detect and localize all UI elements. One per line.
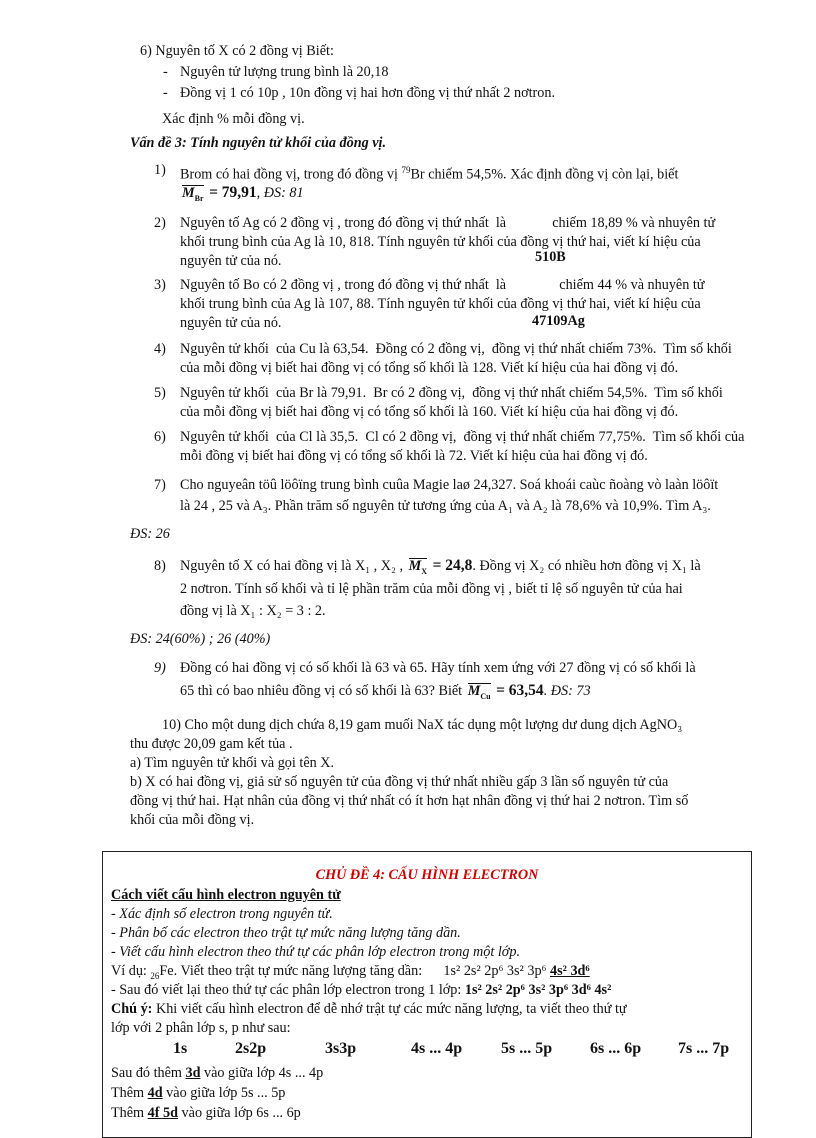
item6-line1: Nguyên tử khối của Cl là 35,5. Cl có 2 đồng vị, đồng vị thứ nhất chiếm 77,75%. Tìm số khối của: [180, 429, 745, 445]
item2-line3: nguyên tử của nó.: [180, 253, 282, 269]
p6-line1: [140, 42, 334, 60]
topic4-subtitle: Cách viết cấu hình electron nguyên tử: [111, 887, 341, 903]
sequence-item: 5s ... 5p: [501, 1040, 553, 1057]
p6-bullet1: [163, 63, 168, 81]
topic4-step2: - Phân bố các electron theo trật tự mức năng lượng tăng dần.: [111, 925, 461, 941]
item1-mean-mass: [182, 184, 204, 208]
m-subscript: Br: [194, 193, 204, 203]
item3-line3: nguyên tử của nó.: [180, 315, 282, 331]
bullet: -: [163, 85, 168, 101]
item5-number: 5): [154, 385, 166, 401]
item8-line1: [180, 557, 701, 581]
item8-mean-mass: [409, 557, 427, 581]
p6-line4: Xác định % mỗi đồng vị.: [162, 111, 305, 127]
item8-text-b: . Đồng vị X₂ có nhiều hơn đồng vị X₁ là: [472, 558, 701, 574]
sequence-item: 3s3p: [325, 1040, 357, 1057]
item9-text: 65 thì có bao nhiêu đồng vị có số khối là 63? Biết: [180, 683, 463, 699]
item1-answer: ĐS: 81: [263, 185, 304, 201]
item1-text-a: Brom có hai đồng vị, trong đó đồng vị: [180, 166, 402, 183]
item9-answer: . ĐS: 73: [543, 683, 591, 699]
section-3-title: Vấn đề 3: Tính nguyên tử khối của đồng vị.: [130, 135, 387, 151]
p10-line5: đồng vị thứ hai. Hạt nhân của đồng vị thứ nhất có ít hơn hạt nhân đồng vị thứ hai 2 nơtron. Tìm số: [130, 793, 689, 809]
topic4-step3: - Viết cấu hình electron theo thứ tự các phân lớp electron trong một lớp.: [111, 944, 520, 960]
add3-text-a: Thêm: [111, 1105, 148, 1121]
example-config: 1s² 2s² 2p⁶ 3s² 3p⁶: [443, 963, 547, 979]
p6-line2: Nguyên tử lượng trung bình là 20,18: [180, 64, 389, 80]
p6-bullet2: [163, 84, 168, 102]
rewrite-text: - Sau đó viết lại theo thứ tự các phân lớp electron trong 1 lớp:: [111, 982, 462, 998]
item9-number: 9): [154, 660, 166, 676]
p6-line1-text: Nguyên tố X có 2 đồng vị Biết:: [155, 43, 334, 59]
item9-line2: [180, 682, 591, 706]
item2-isotope-tag: 510B: [535, 249, 566, 265]
item7-line1: Cho nguyeân töû löôïng trung bình cuûa Magie laø 24,327. Soá khoái caùc ñoàng vò laàn löôït: [180, 477, 719, 493]
item8-line2: 2 nơtron. Tính số khối và tỉ lệ phần trăm của mỗi đồng vị , biết tỉ lệ số nguyên tử của hai: [180, 581, 683, 597]
topic4-box: [102, 851, 752, 1138]
item1-line1: [180, 161, 678, 184]
item3-isotope-tag: 47109Ag: [532, 313, 585, 329]
add1-text-b: vào giữa lớp 4s ... 4p: [200, 1065, 324, 1081]
p10-line3: a) Tìm nguyên tử khối và gọi tên X.: [130, 755, 335, 771]
item3-line2: khối trung bình của Ag là 107, 88. Tính nguyên tử khối của đồng vị thứ hai, viết kí hiệu của: [180, 296, 701, 312]
topic4-title: CHỦ ĐỀ 4: CẤU HÌNH ELECTRON: [315, 867, 539, 883]
item8-mean-value: = 24,8: [432, 557, 473, 574]
p10-line4: b) X có hai đồng vị, giả sử số nguyên tử của đồng vị thứ nhất nhiều gấp 3 lần số nguyên tử của: [130, 774, 669, 790]
item1-line2: $M_{Br} = 79,91$, ĐS: 81: [180, 184, 304, 208]
add3-text-b: vào giữa lớp 6s ... 6p: [178, 1105, 301, 1121]
add2-sublevel: 4d: [147, 1085, 163, 1101]
item1-mass-number: 79: [401, 165, 411, 175]
add1-text-a: Sau đó thêm: [111, 1065, 186, 1081]
topic4-step1: - Xác định số electron trong nguyên tử.: [111, 906, 333, 922]
sequence-item: 6s ... 6p: [590, 1040, 642, 1057]
item4-line1: Nguyên tử khối của Cu là 63,54. Đồng có 2 đồng vị, đồng vị thứ nhất chiếm 73%. Tìm số khối: [180, 341, 732, 357]
rewrite-config: 1s² 2s² 2p⁶ 3s² 3p⁶ 3d⁶ 4s²: [464, 982, 612, 998]
item1-text-b: Br chiếm 54,5%. Xác định đồng vị còn lại, biết: [410, 166, 679, 183]
item1-mean-value: = 79,91: [209, 184, 257, 201]
sequence-item: 1s: [173, 1040, 188, 1057]
m-letter: M: [408, 558, 422, 574]
item3-line1: Nguyên tố Bo có 2 đồng vị , trong đó đồng vị thứ nhất là chiếm 44 % và nhuyên tử: [180, 277, 705, 293]
note-label: Chú ý:: [111, 1001, 153, 1017]
m-letter: M: [182, 185, 195, 201]
item6-number: 6): [154, 429, 166, 445]
item4-number: 4): [154, 341, 166, 357]
item3-number: 3): [154, 277, 166, 293]
example-atomic-number: 26: [150, 970, 160, 981]
p6-number: 6): [140, 43, 152, 59]
item8-text-a: Nguyên tố X có hai đồng vị là X₁ , X₂ ,: [180, 558, 404, 574]
sequence-item: 7s ... 7p: [678, 1040, 730, 1057]
example-config-tail: 4s² 3d⁶: [550, 963, 590, 979]
p10-line6: khối của mỗi đồng vị.: [130, 812, 255, 828]
p10-line2: thu được 20,09 gam kết tủa .: [130, 736, 293, 752]
topic4-rewrite: [111, 981, 611, 999]
example-label: Ví dụ:: [111, 963, 151, 979]
topic4-add1: [111, 1064, 323, 1082]
add3-sublevel: 4f 5d: [147, 1105, 178, 1121]
p10-line1: 10) Cho một dung dịch chứa 8,19 gam muối NaX tác dụng một lượng dư dung dịch AgNO₃: [162, 717, 683, 733]
note-text: Khi viết cấu hình electron để dễ nhớ trật tự các mức năng lượng, ta viết theo thứ tự: [152, 1001, 627, 1017]
item2-line2: khối trung bình của Ag là 10, 818. Tính nguyên tử khối của đồng vị thứ hai, viết kí hiệu của: [180, 234, 701, 250]
add1-sublevel: 3d: [185, 1065, 201, 1081]
sequence-item: 4s ... 4p: [411, 1040, 463, 1057]
topic4-note-line2: lớp với 2 phân lớp s, p như sau:: [111, 1020, 291, 1036]
add2-text-b: vào giữa lớp 5s ... 5p: [162, 1085, 286, 1101]
m-subscript: Cu: [480, 691, 491, 701]
example-text: Fe. Viết theo trật tự mức năng lượng tăng dần:: [159, 963, 423, 979]
p6-line3: Đồng vị 1 có 10p , 10n đồng vị hai hơn đồng vị thứ nhất 2 nơtron.: [180, 85, 555, 101]
item9-line1: Đồng có hai đồng vị có số khối là 63 và 65. Hãy tính xem ứng với 27 đồng vị có số khối là: [180, 660, 696, 676]
bullet: -: [163, 64, 168, 80]
item4-line2: của mỗi đồng vị biết hai đồng vị có tổng số khối là 128. Viết kí hiệu của hai đồng vị đó.: [180, 360, 679, 376]
item7-answer: ĐS: 26: [130, 526, 170, 542]
m-letter: M: [467, 683, 481, 699]
item5-line2: của mỗi đồng vị biết hai đồng vị có tổng số khối là 160. Viết kí hiệu của hai đồng vị đó.: [180, 404, 679, 420]
m-subscript: X: [421, 566, 428, 576]
item2-line1: Nguyên tố Ag có 2 đồng vị , trong đó đồng vị thứ nhất là chiếm 18,89 % và nhuyên tử: [180, 215, 716, 231]
item8-answer: ĐS: 24(60%) ; 26 (40%): [130, 631, 271, 647]
item2-number: 2): [154, 215, 166, 231]
item7-line2: là 24 , 25 và A₃. Phần trăm số nguyên tử tương ứng của A₁ và A₂ là 78,6% và 10,9%. Tìm A₃.: [180, 498, 711, 514]
item9-mean-mass: [468, 682, 491, 706]
sequence-item: 2s2p: [235, 1040, 267, 1057]
item7-number: 7): [154, 477, 166, 493]
add2-text-a: Thêm: [111, 1085, 148, 1101]
item5-line1: Nguyên tử khối của Br là 79,91. Br có 2 đồng vị, đồng vị thứ nhất chiếm 54,5%. Tìm số khối: [180, 385, 723, 401]
topic4-note-line1: [111, 1000, 627, 1018]
item8-number: 8): [154, 558, 166, 574]
topic4-add2: [111, 1084, 285, 1102]
topic4-add3: [111, 1104, 301, 1122]
item9-mean-value: = 63,54: [496, 682, 544, 699]
item8-line3: đồng vị là X₁ : X₂ = 3 : 2.: [180, 603, 326, 619]
item6-line2: mỗi đồng vị biết hai đồng vị có tổng số khối là 72. Viết kí hiệu của hai đồng vị đó.: [180, 448, 648, 464]
item1-number: 1): [154, 162, 166, 178]
